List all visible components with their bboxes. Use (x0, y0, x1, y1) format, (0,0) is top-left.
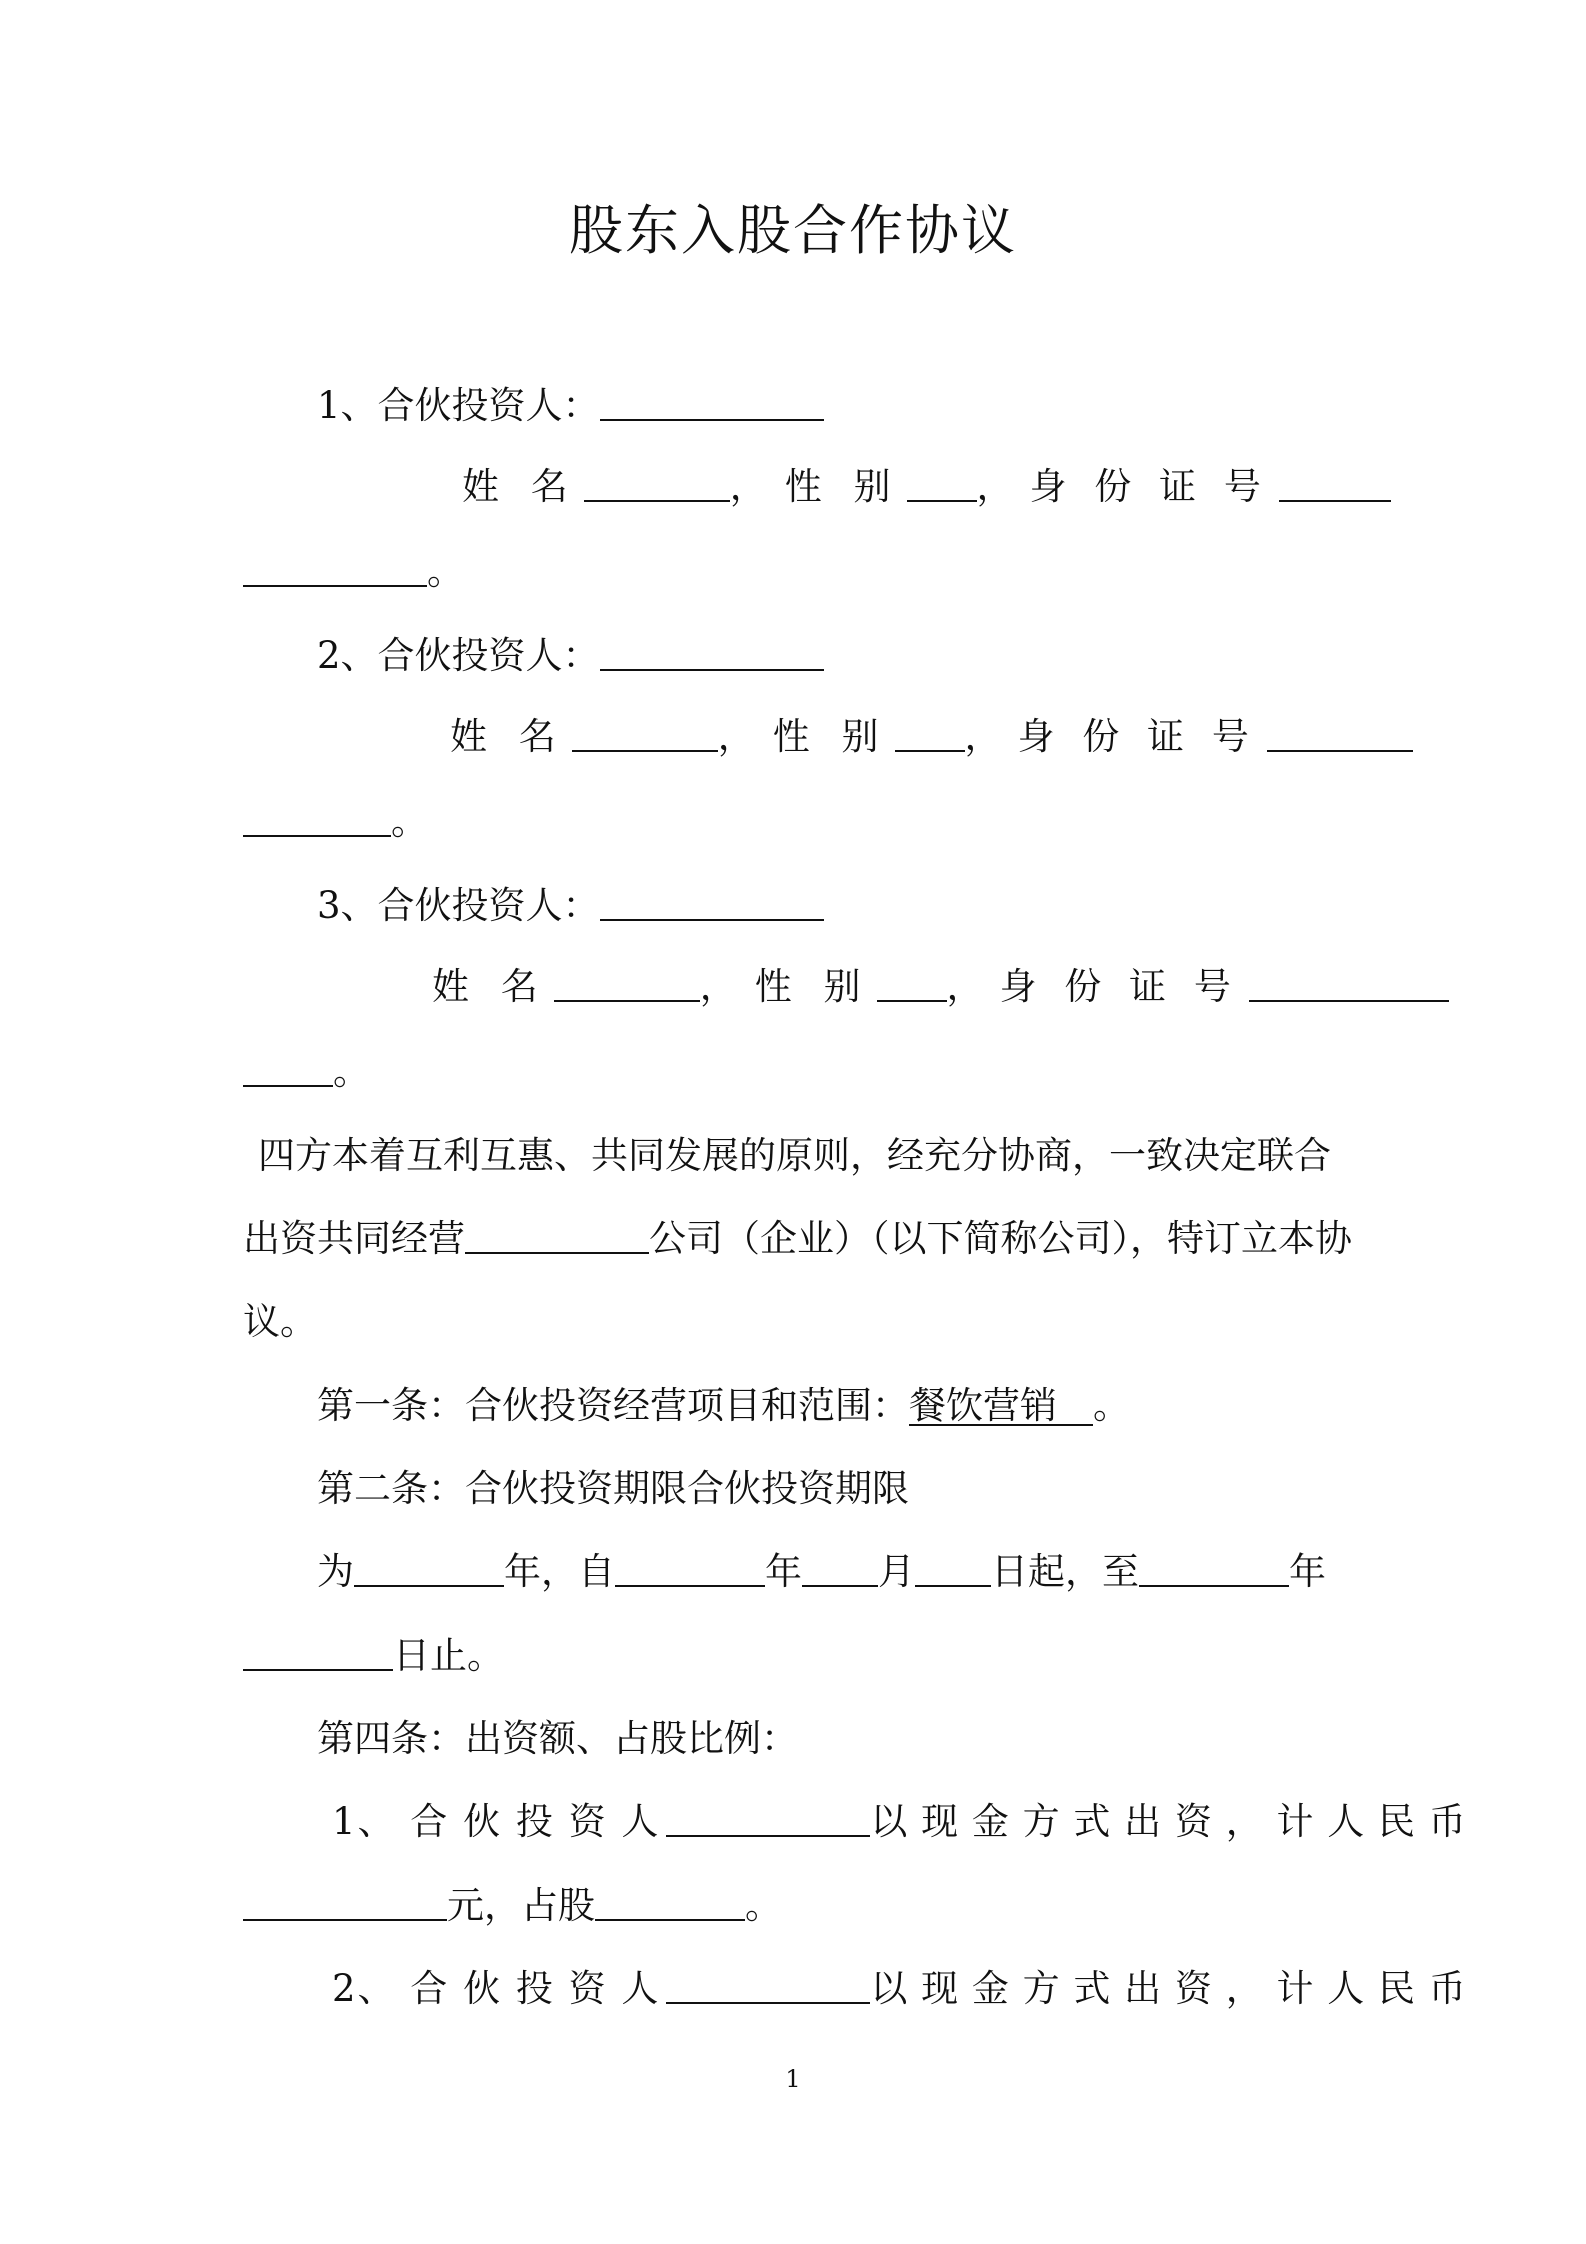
partner-1-id-blank[interactable] (1279, 468, 1391, 502)
partner-1-label: 合伙投资人： (377, 384, 600, 427)
page-number: 1 (785, 2065, 801, 2093)
partner-1-id-continued (243, 550, 464, 593)
term-nian-end: 年 (1289, 1550, 1326, 1593)
name-label: 姓 名 (462, 465, 578, 508)
period: 。 (427, 550, 464, 593)
start-month-blank[interactable] (802, 1553, 878, 1587)
id-label: 身 份 证 号 (1029, 465, 1269, 508)
investor-1-share-blank[interactable] (595, 1887, 745, 1921)
partner-1-name-blank[interactable] (584, 468, 730, 502)
partner-2-details (450, 715, 1413, 758)
gender-label: 性 别 (754, 965, 871, 1008)
period: 。 (745, 1884, 782, 1927)
partner-1-gender-blank[interactable] (907, 468, 977, 502)
id-label: 身 份 证 号 (1017, 715, 1257, 758)
partner-3-label: 合伙投资人： (377, 884, 600, 927)
gender-label: 性 别 (784, 465, 901, 508)
partner-3-id-blank[interactable] (1249, 968, 1449, 1002)
name-label: 姓 名 (432, 965, 548, 1008)
partner-3-blank[interactable] (600, 887, 824, 921)
term-wei: 为 (317, 1550, 354, 1593)
gender-label: 性 别 (772, 715, 889, 758)
investor-1-amount-blank[interactable] (243, 1887, 447, 1921)
article-1 (317, 1384, 1130, 1427)
partner-3-details (432, 965, 1449, 1008)
period: 。 (333, 1050, 370, 1093)
intro-line-3 (243, 1300, 317, 1343)
start-day-blank[interactable] (915, 1553, 991, 1587)
investor-2-prefix: 2、 合 伙 投 资 人 (332, 1967, 661, 2010)
partner-2-id-continued (243, 800, 428, 843)
partner-3-line (317, 884, 824, 927)
comma: ， (964, 715, 1002, 758)
term-yue: 月 (878, 1550, 915, 1593)
page-title: 股东入股合作协议 (569, 199, 1017, 262)
intro-text-2b: 公司（企业）（以下简称公司），特订立本协 (649, 1217, 1352, 1260)
investor-2-name-blank[interactable] (666, 1970, 870, 2004)
investor-2-line (332, 1967, 1467, 2010)
intro-text-1: 四方本着互利互惠、共同发展的原则，经充分协商，一致决定联合 (258, 1134, 1331, 1177)
investor-2-suffix: 以 现 金 方 式 出 资 ， 计 人 民 币 (870, 1967, 1467, 2010)
term-years-blank[interactable] (354, 1553, 504, 1587)
period: 。 (391, 800, 428, 843)
intro-line-2 (243, 1217, 1352, 1260)
comma: ， (976, 465, 1014, 508)
partner-2-id-blank[interactable] (1267, 718, 1413, 752)
partner-3-name-blank[interactable] (554, 968, 700, 1002)
term-nian-zi: 年，自 (504, 1550, 615, 1593)
id-label: 身 份 证 号 (999, 965, 1239, 1008)
partner-2-name-blank[interactable] (572, 718, 718, 752)
partner-2-gender-blank[interactable] (895, 718, 965, 752)
comma: ， (699, 965, 737, 1008)
article-2-text: 第二条：合伙投资期限合伙投资期限 (317, 1467, 909, 1510)
partner-1-details (462, 465, 1391, 508)
article-2 (317, 1467, 909, 1510)
partner-2-line (317, 634, 824, 677)
investor-1-line (332, 1800, 1467, 1843)
intro-text-3: 议。 (243, 1300, 317, 1343)
investor-1-name-blank[interactable] (666, 1803, 870, 1837)
intro-line-1 (258, 1134, 1354, 1177)
partner-1-line (317, 384, 824, 427)
end-day-blank[interactable] (243, 1637, 393, 1671)
partner-3-id-blank-cont[interactable] (243, 1053, 333, 1087)
term-line-1 (317, 1550, 1326, 1593)
partner-2-index: 2、 (317, 634, 378, 677)
partner-1-blank[interactable] (600, 387, 824, 421)
article-1-value[interactable]: 餐饮营销 (909, 1387, 1093, 1426)
investor-1-prefix: 1、 合 伙 投 资 人 (332, 1800, 661, 1843)
comma: ， (946, 965, 984, 1008)
period: 。 (1093, 1384, 1130, 1427)
term-ri-qi-zhi: 日起，至 (991, 1550, 1139, 1593)
term-nian: 年 (765, 1550, 802, 1593)
investor-1-suffix: 以 现 金 方 式 出 资 ， 计 人 民 币 (870, 1800, 1467, 1843)
partner-2-label: 合伙投资人： (377, 634, 600, 677)
intro-text-2a: 出资共同经营 (243, 1217, 465, 1260)
partner-2-blank[interactable] (600, 637, 824, 671)
partner-3-gender-blank[interactable] (877, 968, 947, 1002)
end-year-blank[interactable] (1139, 1553, 1289, 1587)
term-line-2 (243, 1634, 504, 1677)
start-year-blank[interactable] (615, 1553, 765, 1587)
article-4-text: 第四条：出资额、占股比例： (317, 1717, 798, 1760)
partner-3-id-continued (243, 1050, 370, 1093)
partner-1-id-blank-cont[interactable] (243, 553, 427, 587)
comma: ， (717, 715, 755, 758)
company-name-blank[interactable] (465, 1220, 649, 1254)
investor-1-yuan-share: 元，占股 (447, 1884, 595, 1927)
partner-2-id-blank-cont[interactable] (243, 803, 391, 837)
partner-3-index: 3、 (317, 884, 378, 927)
name-label: 姓 名 (450, 715, 566, 758)
article-4 (317, 1717, 798, 1760)
partner-1-index: 1、 (317, 384, 378, 427)
investor-1-amount-line (243, 1884, 782, 1927)
article-1-label: 第一条：合伙投资经营项目和范围： (317, 1384, 909, 1427)
term-ri-zhi: 日止。 (393, 1634, 504, 1677)
comma: ， (729, 465, 767, 508)
